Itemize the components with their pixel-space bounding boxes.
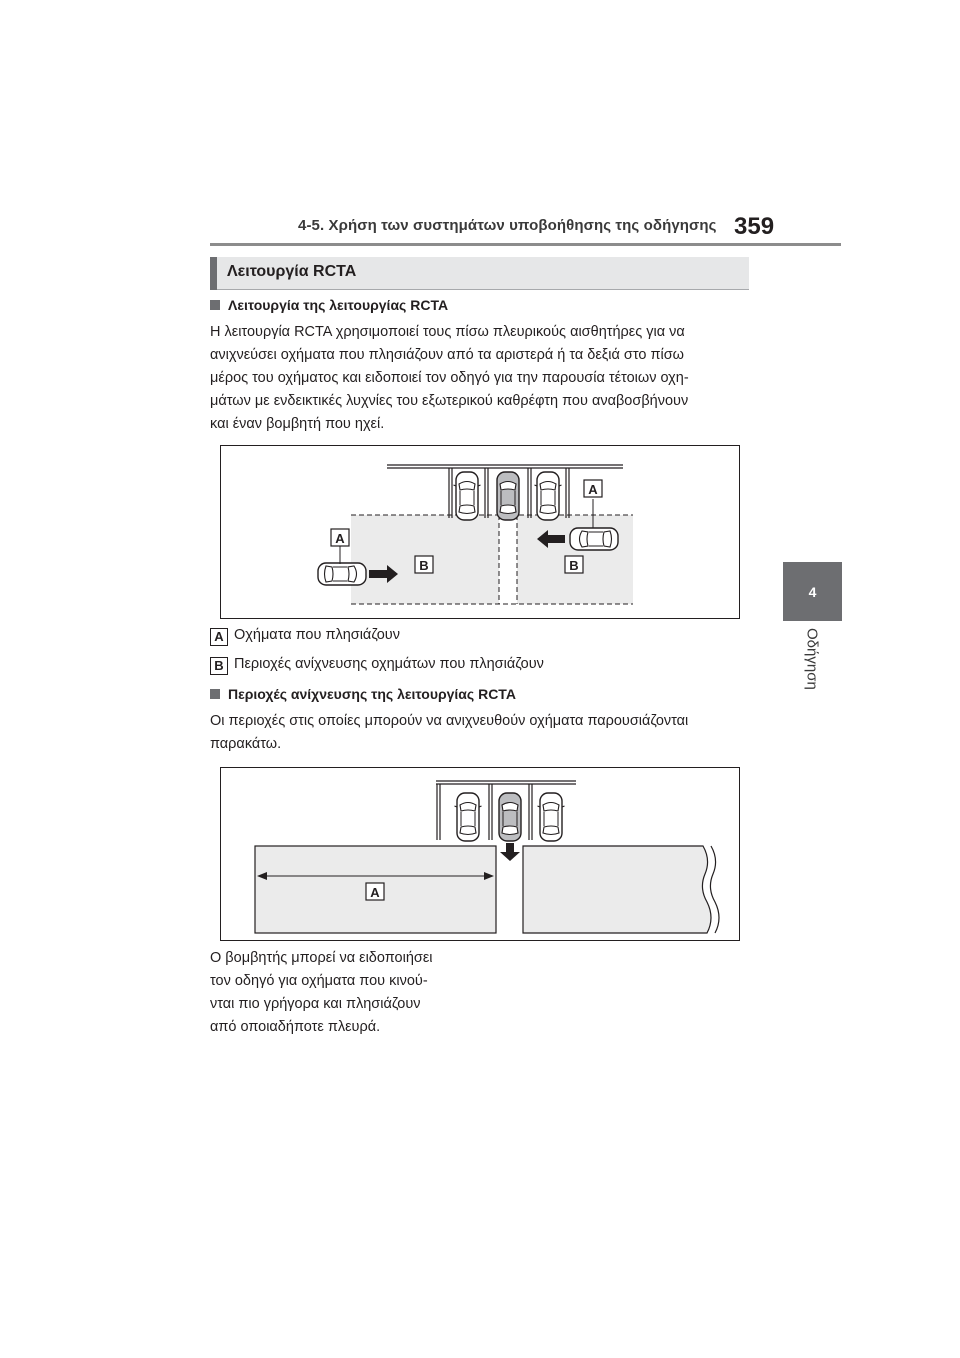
figure-detection-areas — [220, 767, 740, 941]
fig1-label-b-left: B — [419, 558, 429, 573]
paragraph-operation — [210, 321, 755, 436]
figure-rcta-operation-drawing — [221, 446, 739, 618]
square-bullet-icon — [210, 300, 220, 310]
legend-text-b: Περιοχές ανίχνευσης οχημάτων που πλησιάζουν — [234, 656, 544, 672]
figure-detection-areas-drawing — [221, 768, 739, 940]
legend-item-a — [210, 627, 400, 646]
fig1-label-b-right: B — [569, 558, 579, 573]
running-header: 4-5. Χρήση των συστημάτων υποβοήθησης της οδήγησης — [298, 217, 717, 234]
legend-key-a: A — [210, 628, 228, 646]
paragraph-line: και έναν βομβητή που ηχεί. — [210, 416, 385, 432]
legend-text-a: Οχήματα που πλησιάζουν — [234, 627, 400, 643]
fig1-label-a-right: A — [588, 482, 598, 497]
section-title: Λειτουργία RCTA — [227, 263, 357, 280]
note-line: νται πιο γρήγορα και πλησιάζουν — [210, 996, 421, 1012]
note-paragraph — [210, 947, 500, 1039]
note-line: Ο βομβητής μπορεί να ειδοποιήσει — [210, 950, 433, 966]
note-line: τον οδηγό για οχήματα που κινού- — [210, 973, 428, 989]
paragraph-line: μάτων με ενδεικτικές λυχνίες του εξωτερικού καθρέφτη που αναβοσβήνουν — [210, 393, 689, 409]
legend-key-b: B — [210, 657, 228, 675]
paragraph-line: ανιχνεύσει οχήματα που πλησιάζουν από τα αριστερά ή τα δεξιά στο πίσω — [210, 347, 684, 363]
paragraph-line: μέρος του οχήματος και ειδοποιεί τον οδηγό για την παρουσία τέτοιων οχη- — [210, 370, 689, 386]
square-bullet-icon — [210, 689, 220, 699]
note-line: από οποιαδήποτε πλευρά. — [210, 1019, 381, 1035]
legend-item-b — [210, 656, 544, 675]
subsection-heading-operation — [210, 297, 448, 313]
paragraph-areas — [210, 710, 755, 756]
subsection-heading-areas — [210, 686, 516, 702]
chapter-label: Οδήγηση — [803, 628, 821, 690]
fig2-label-a: A — [370, 885, 380, 900]
chapter-tab: 4 — [783, 562, 842, 621]
page-number: 359 — [734, 213, 775, 240]
section-title-box — [210, 257, 749, 290]
paragraph-line: παρακάτω. — [210, 736, 282, 752]
paragraph-line: Οι περιοχές στις οποίες μπορούν να ανιχνευθούν οχήματα παρουσιάζονται — [210, 713, 689, 729]
detection-area-right — [523, 846, 711, 933]
header-rule — [210, 243, 841, 246]
subsection-heading-text: Λειτουργία της λειτουργίας RCTA — [228, 297, 449, 313]
fig1-label-a-left: A — [335, 531, 345, 546]
paragraph-line: Η λειτουργία RCTA χρησιμοποιεί τους πίσω πλευρικούς αισθητήρες για να — [210, 324, 685, 340]
section-title-bar — [210, 257, 217, 290]
figure-rcta-operation — [220, 445, 740, 619]
subsection-heading-text: Περιοχές ανίχνευσης της λειτουργίας RCTA — [228, 686, 516, 702]
arrow-down-icon — [500, 843, 520, 861]
